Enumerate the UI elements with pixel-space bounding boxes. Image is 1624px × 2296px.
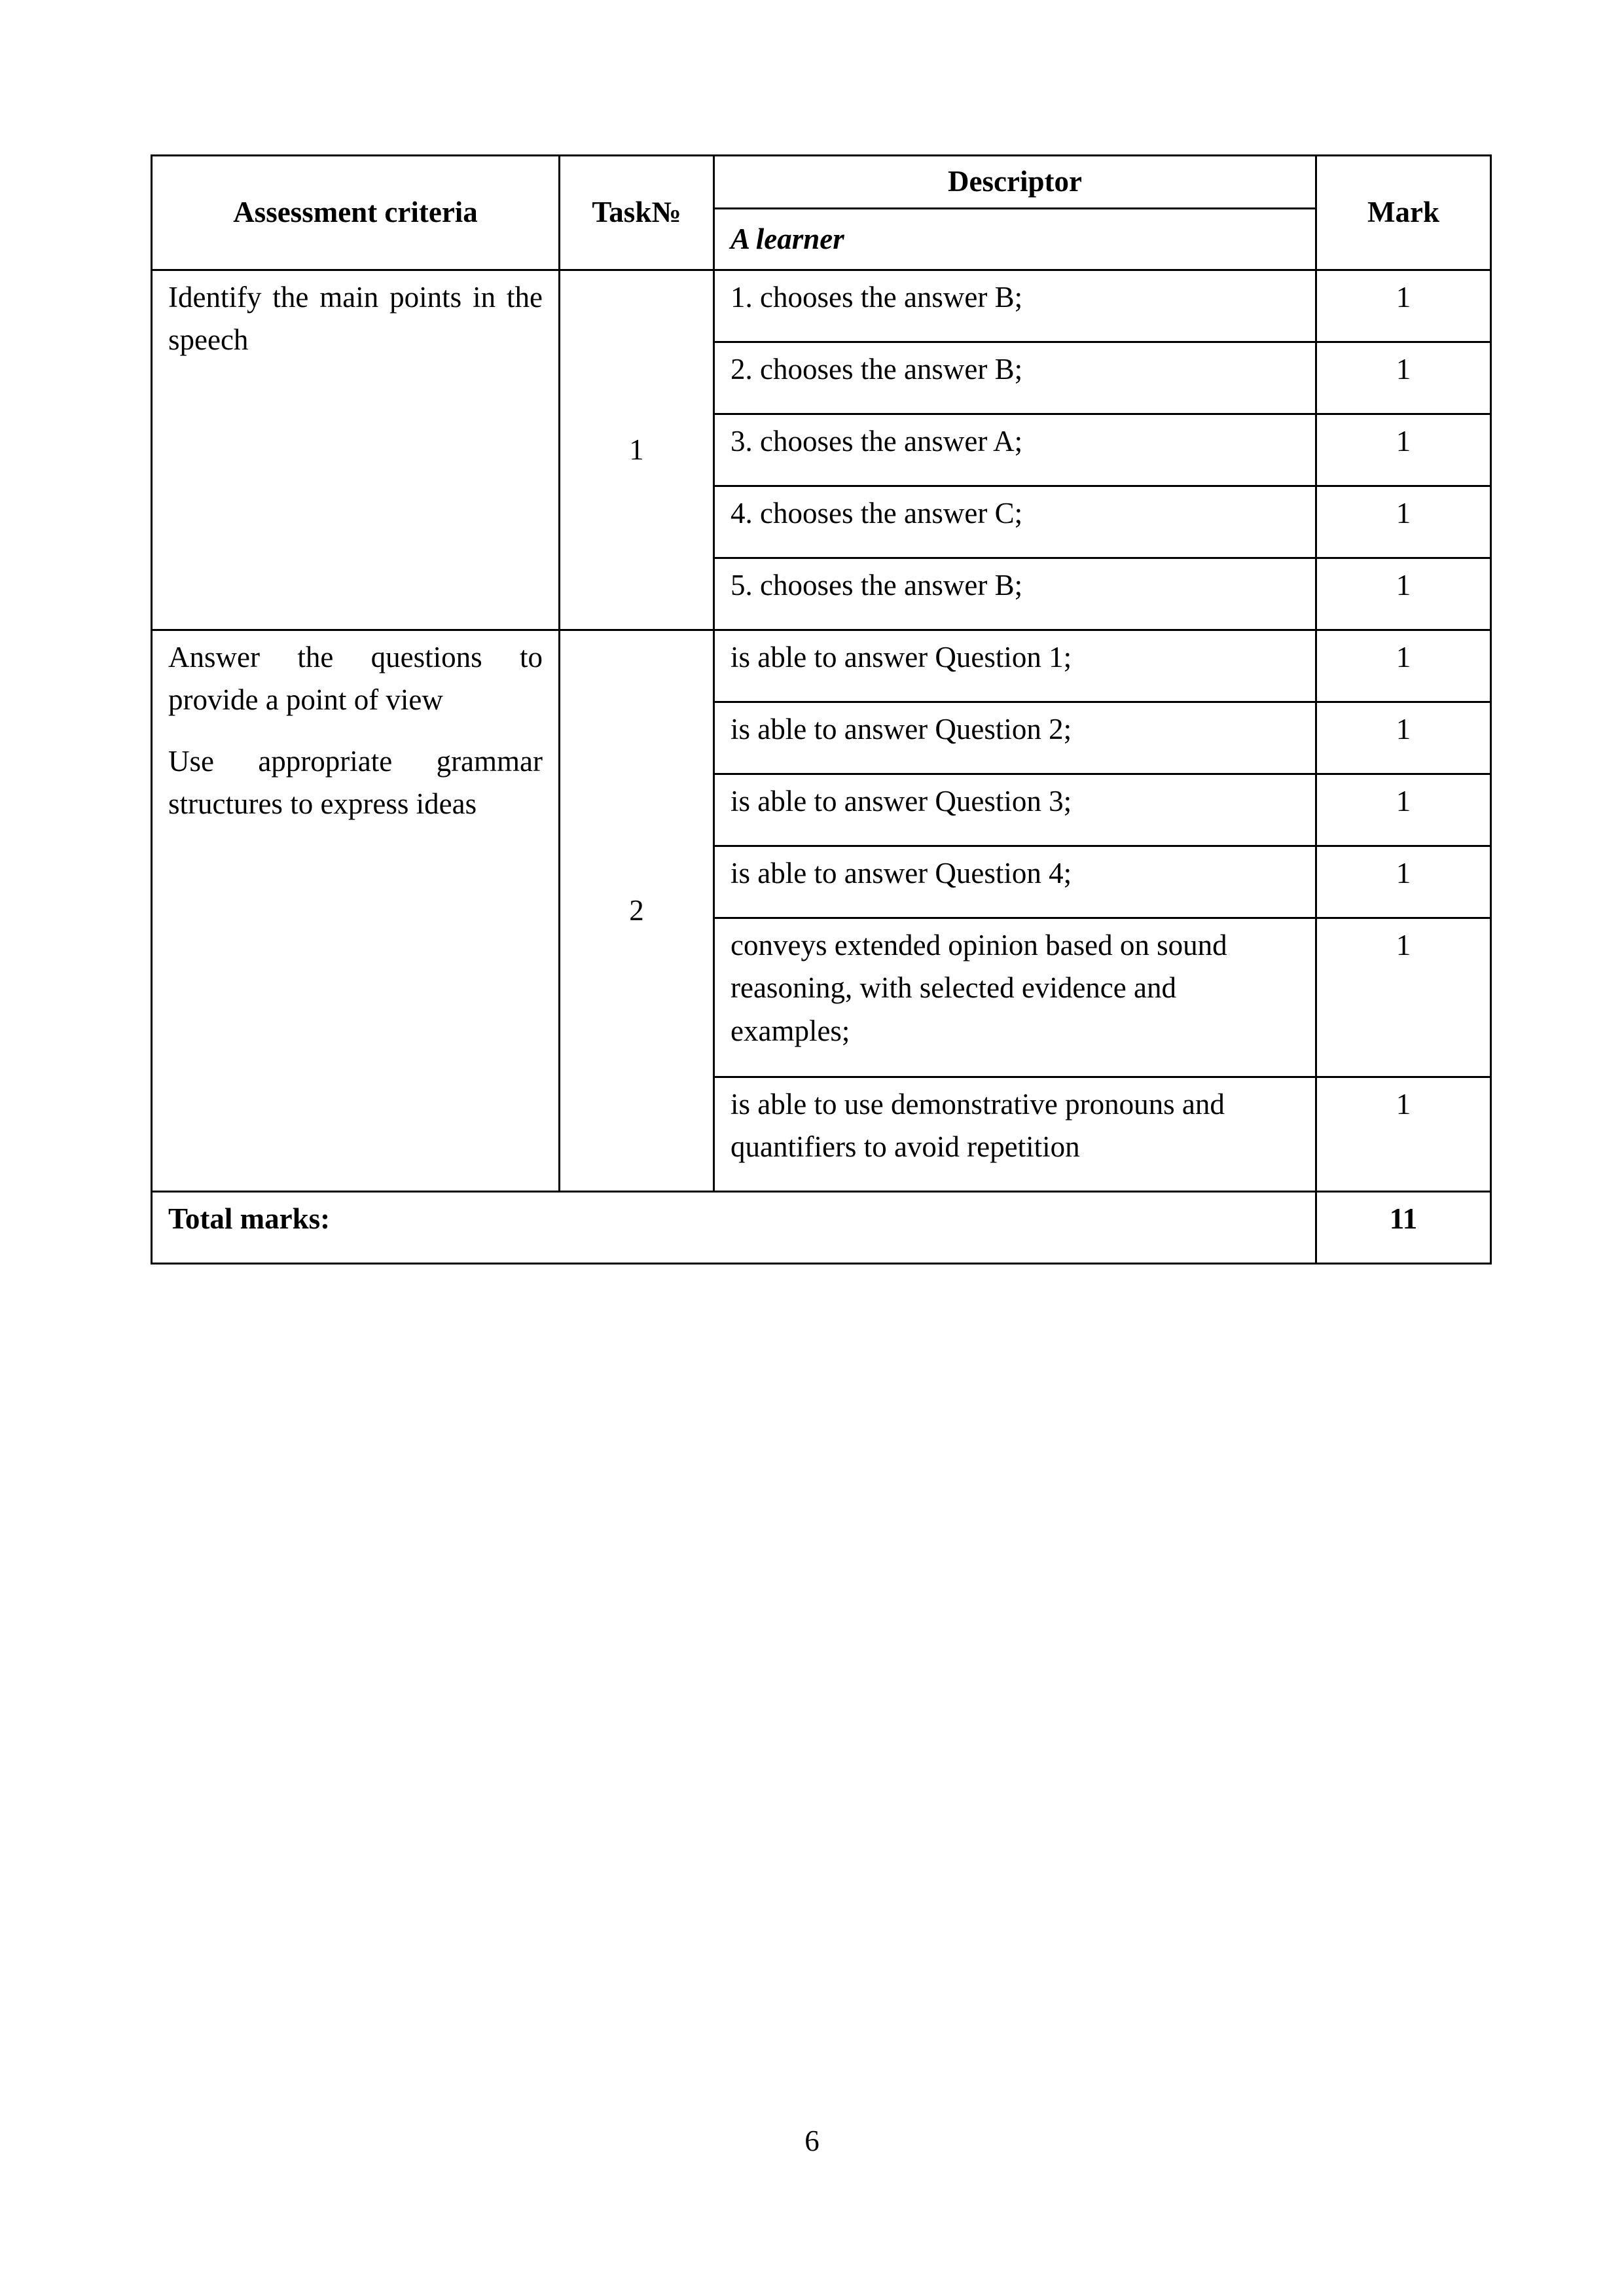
- descriptor-cell: is able to answer Question 1;: [714, 630, 1316, 702]
- total-marks-label: Total marks:: [152, 1192, 1316, 1264]
- total-marks-value: 11: [1316, 1192, 1491, 1264]
- mark-cell: 1: [1316, 630, 1491, 702]
- criteria-text: Identify the main points in the speech: [168, 281, 543, 357]
- mark-cell: 1: [1316, 918, 1491, 1077]
- mark-cell: 1: [1316, 270, 1491, 342]
- descriptor-cell: 1. chooses the answer B;: [714, 270, 1316, 342]
- header-task-number: Task№: [560, 156, 714, 270]
- descriptor-cell: is able to answer Question 4;: [714, 846, 1316, 918]
- header-mark: Mark: [1316, 156, 1491, 270]
- mark-cell: 1: [1316, 702, 1491, 774]
- table-row: [152, 630, 1491, 702]
- criteria-cell-task-2: [152, 630, 560, 1192]
- mark-cell: 1: [1316, 774, 1491, 846]
- descriptor-cell: 4. chooses the answer C;: [714, 486, 1316, 558]
- criteria-text: Answer the questions to provide a point of view: [168, 641, 543, 717]
- descriptor-cell: 2. chooses the answer B;: [714, 342, 1316, 414]
- mark-cell: 1: [1316, 1077, 1491, 1192]
- page-number: 6: [804, 2125, 820, 2157]
- descriptor-cell: 5. chooses the answer B;: [714, 558, 1316, 630]
- header-a-learner: A learner: [714, 209, 1316, 270]
- mark-cell: 1: [1316, 486, 1491, 558]
- mark-cell: 1: [1316, 342, 1491, 414]
- assessment-rubric-table: [151, 154, 1492, 1265]
- task-number-cell: 1: [560, 270, 714, 630]
- table-row: [152, 270, 1491, 342]
- header-assessment-criteria: Assessment criteria: [152, 156, 560, 270]
- header-row: [152, 156, 1491, 209]
- descriptor-cell: is able to use demonstrative pronouns and quantifiers to avoid repetition: [714, 1077, 1316, 1192]
- descriptor-cell: 3. chooses the answer A;: [714, 414, 1316, 486]
- task-number-cell: 2: [560, 630, 714, 1192]
- descriptor-cell: conveys extended opinion based on sound reasoning, with selected evidence and examples;: [714, 918, 1316, 1077]
- criteria-cell-task-1: [152, 270, 560, 630]
- mark-cell: 1: [1316, 558, 1491, 630]
- descriptor-cell: is able to answer Question 2;: [714, 702, 1316, 774]
- descriptor-cell: is able to answer Question 3;: [714, 774, 1316, 846]
- mark-cell: 1: [1316, 846, 1491, 918]
- mark-cell: 1: [1316, 414, 1491, 486]
- header-descriptor: Descriptor: [714, 156, 1316, 209]
- total-row: [152, 1192, 1491, 1264]
- criteria-text: Use appropriate grammar structures to express ideas: [168, 744, 543, 820]
